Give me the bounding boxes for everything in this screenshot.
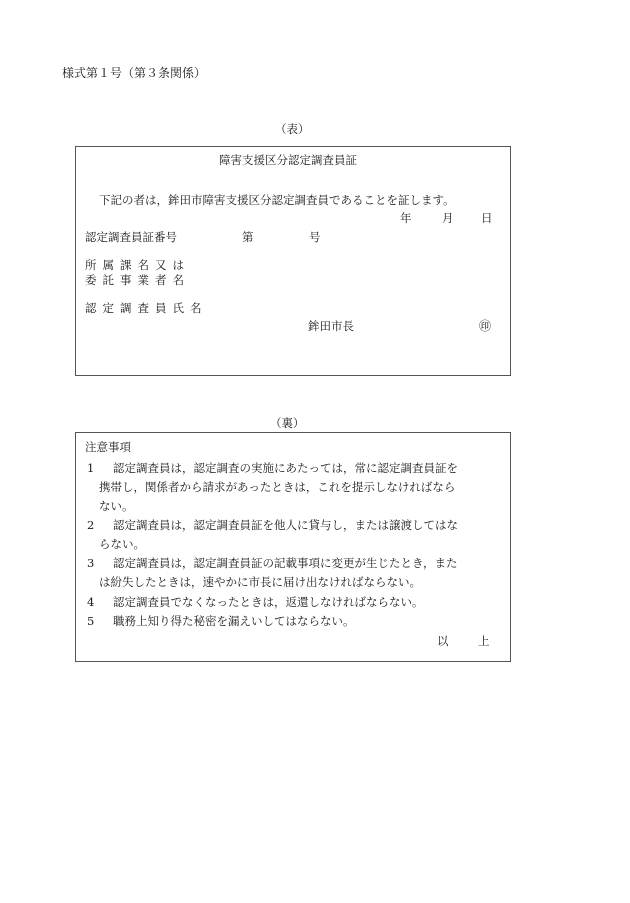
cert-number-prefix: 第 <box>242 230 254 244</box>
note-text: 認定調査員は，認定調査の実施にあたっては，常に認定調査員証を <box>113 461 458 475</box>
cert-number-suffix: 号 <box>309 230 321 244</box>
date-month: 月 <box>442 211 454 225</box>
back-section-label: （裏） <box>270 416 305 430</box>
note-number: 3 <box>87 556 95 570</box>
closing-mark-1: 以 <box>437 634 449 648</box>
date-year: 年 <box>400 211 412 225</box>
note-number: 4 <box>87 595 95 609</box>
certification-statement: 下記の者は，鉾田市障害支援区分認定調査員であることを証します。 <box>99 193 455 207</box>
front-section-label: （表） <box>275 122 310 136</box>
note-text: ない。 <box>99 499 134 513</box>
seal-mark: ㊞ <box>479 319 492 333</box>
affiliation-label-1: 所属課名又は <box>85 258 190 272</box>
cert-number-label: 認定調査員証番号 <box>85 230 177 244</box>
note-text: 認定調査員は，認定調査員証の記載事項に変更が生じたとき，また <box>113 556 458 570</box>
note-text: 職務上知り得た秘密を漏えいしてはならない。 <box>113 614 355 628</box>
note-number: 5 <box>87 614 95 628</box>
note-text: らない。 <box>99 537 145 551</box>
notes-heading: 注意事項 <box>85 440 131 454</box>
date-day: 日 <box>481 211 493 225</box>
front-card <box>75 146 511 376</box>
note-text: 携帯し，関係者から請求があったときは，これを提示しなければなら <box>99 480 456 494</box>
note-text: は紛失したときは，速やかに市長に届け出なければならない。 <box>99 575 421 589</box>
card-title: 障害支援区分認定調査員証 <box>219 153 357 167</box>
note-number: 1 <box>87 461 95 475</box>
closing-mark-2: 上 <box>478 634 490 648</box>
issuer-label: 鉾田市長 <box>308 319 354 333</box>
affiliation-label-2: 委託事業者名 <box>85 273 190 287</box>
form-number: 様式第１号（第３条関係） <box>62 66 207 80</box>
investigator-name-label: 認定調査員氏名 <box>85 301 208 315</box>
note-text: 認定調査員でなくなったときは，返還しなければならない。 <box>113 595 424 609</box>
back-card <box>75 432 511 662</box>
note-number: 2 <box>87 518 95 532</box>
note-text: 認定調査員は，認定調査員証を他人に貸与し，または譲渡してはな <box>113 518 458 532</box>
